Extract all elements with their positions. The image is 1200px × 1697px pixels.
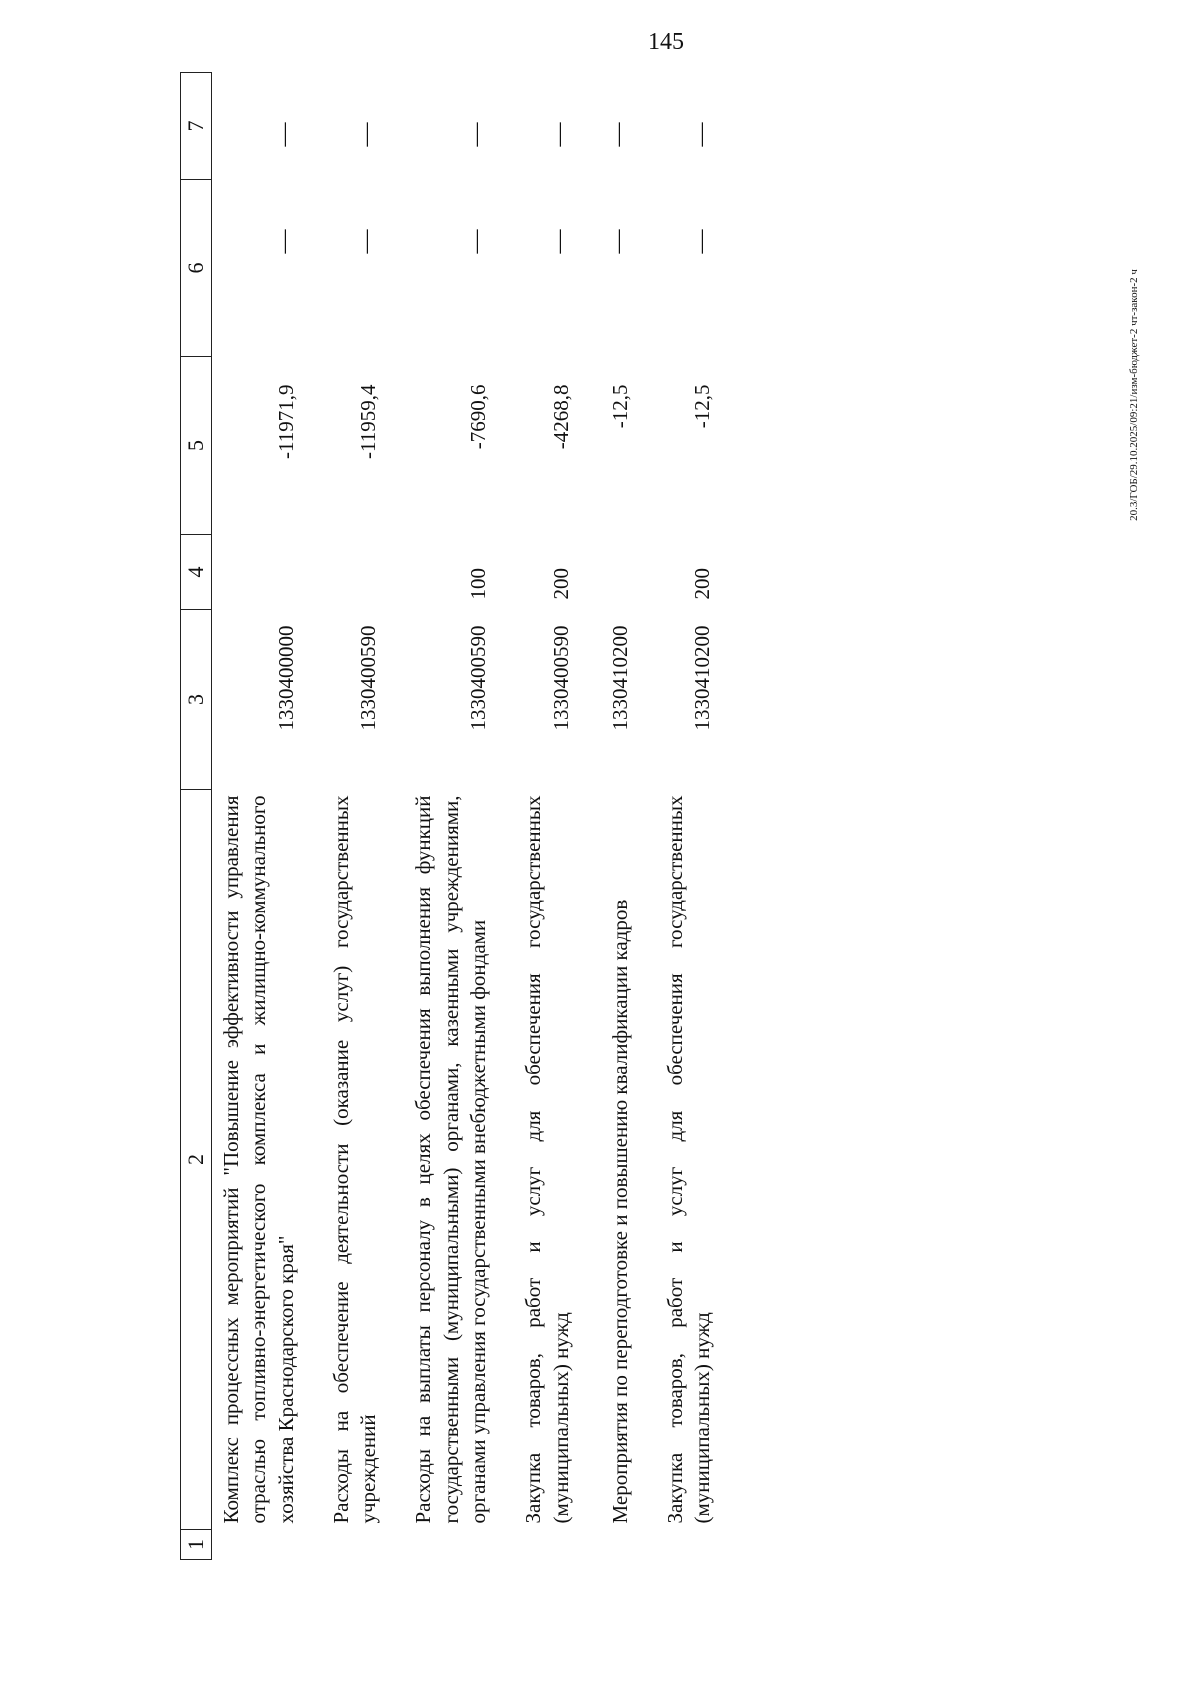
- rotated-table-frame: [180, 73, 980, 1560]
- row-col6: —: [463, 229, 490, 254]
- row-name: Закупка товаров, работ и услуг для обеспечения государственных (муниципальных) нужд: [521, 795, 573, 1524]
- page-number: 145: [648, 29, 684, 55]
- row-code: 1330410200: [690, 625, 715, 731]
- table-row: [506, 73, 589, 1560]
- row-name: Мероприятия по переподготовке и повышению квалификации кадров: [607, 899, 632, 1524]
- header-cell: 6: [181, 180, 212, 357]
- document-footer-code: 20.3/ГОБ/29.10.2025/09:21/изм-бюджет-2 чт-закон-2 ч: [1128, 269, 1140, 521]
- row-name: Комплекс процессных мероприятий "Повышение эффективности управления отраслью топливно-энергетического комплекса и жилищно-коммунального хозяйства Краснодарского края": [219, 795, 298, 1524]
- header-cell: 5: [181, 357, 212, 535]
- header-cell: 7: [181, 73, 212, 180]
- table-row: [589, 73, 648, 1560]
- row-code: 1330400590: [356, 625, 381, 731]
- row-expense-type: [212, 535, 314, 610]
- row-col7: —: [687, 122, 714, 147]
- row-expense-type: [589, 535, 648, 610]
- row-code: 1330410200: [607, 625, 632, 731]
- row-col7: —: [353, 122, 380, 147]
- row-col6: —: [604, 229, 631, 254]
- row-name: Расходы на выплаты персоналу в целях обеспечения выполнения функций государственными (муниципальными) органами, казенными учреждениями, органами управления государственными внебюджетными фондами: [411, 795, 491, 1524]
- budget-table: [180, 72, 731, 1560]
- row-col7: —: [270, 122, 297, 147]
- row-name: Расходы на обеспечение деятельности (оказание услуг) государственных учреждений: [328, 795, 381, 1524]
- row-amount: -7690,6: [466, 384, 491, 450]
- row-code: 1330400590: [548, 625, 573, 731]
- row-expense-type: 200: [690, 568, 715, 600]
- header-cell: 4: [181, 535, 212, 610]
- row-col6: —: [353, 229, 380, 254]
- row-col6: —: [545, 229, 572, 254]
- table-row: [314, 73, 397, 1560]
- row-col7: —: [545, 122, 572, 147]
- row-expense-type: 100: [466, 568, 491, 600]
- row-amount: -12,5: [607, 384, 632, 429]
- header-cell: 1: [181, 1530, 212, 1560]
- row-expense-type: [314, 535, 397, 610]
- row-name: Закупка товаров, работ и услуг для обеспечения государственных (муниципальных) нужд: [663, 795, 715, 1524]
- row-code: 1330400000: [273, 625, 298, 731]
- table-header-row: [181, 73, 212, 1560]
- header-cell: 2: [181, 790, 212, 1530]
- row-col7: —: [604, 122, 631, 147]
- row-amount: -4268,8: [548, 384, 573, 450]
- row-amount: -11959,4: [356, 384, 381, 459]
- header-cell: 3: [181, 610, 212, 790]
- table-row: [648, 73, 731, 1560]
- row-expense-type: 200: [548, 568, 573, 600]
- row-amount: -12,5: [690, 384, 715, 429]
- table-row: [212, 73, 314, 1560]
- row-col6: —: [270, 229, 297, 254]
- row-amount: -11971,9: [273, 384, 298, 459]
- row-col6: —: [687, 229, 714, 254]
- row-col7: —: [463, 122, 490, 147]
- table-row: [396, 73, 506, 1560]
- row-code: 1330400590: [466, 625, 491, 731]
